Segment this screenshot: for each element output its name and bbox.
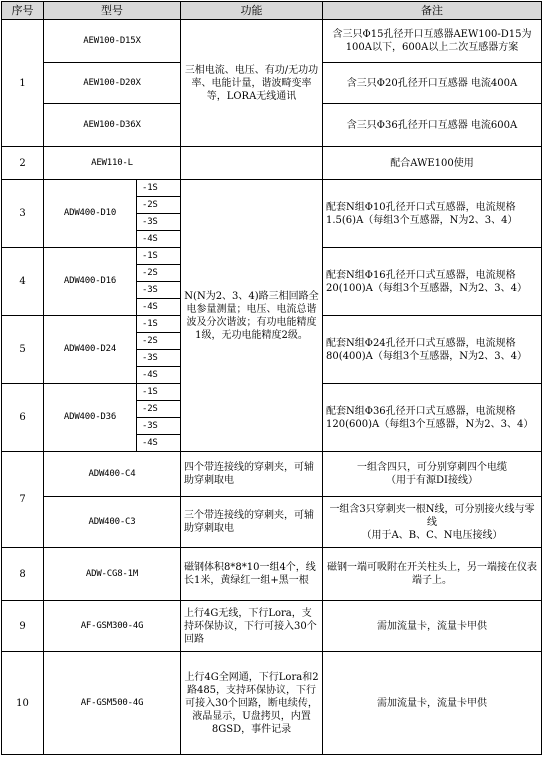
sub-model: -3S [137, 214, 181, 231]
sub-model: -2S [137, 333, 181, 350]
function-cell [181, 147, 323, 180]
sub-model: -1S [137, 316, 181, 333]
model-cell: ADW400-D16 [44, 248, 137, 316]
sub-model: -3S [137, 282, 181, 299]
sub-model: -3S [137, 350, 181, 367]
function-cell: 上行4G全网通，下行Lora和2路485，支持环保协议，下行可接入30个回路，断电续传，液晶显示，U盘拷贝，内置8GSD，事件记录 [181, 652, 323, 755]
note-cell: 配合AWE100使用 [323, 147, 542, 180]
function-cell: 磁钢体积8*8*10一组4个，线长1米，黄绿红一组+黑一根 [181, 548, 323, 601]
product-table [1, 1, 542, 755]
note-cell: 需加流量卡，流量卡甲供 [323, 652, 542, 755]
note-line: 一组含四只，可分别穿刺四个电缆 [357, 462, 507, 473]
sub-model: -4S [137, 367, 181, 384]
table-row [2, 601, 542, 652]
note-cell: 含三只Φ36孔径开口互感器 电流600A [323, 104, 542, 147]
model-cell: AEW100-D15X [44, 20, 181, 63]
row-number: 3 [2, 180, 44, 248]
header-notes: 备注 [323, 2, 542, 20]
note-cell: 配套N组Φ24孔径开口式互感器，电流规格80(400)A（每组3个互感器，N为2、3、4） [323, 316, 542, 384]
table-row [2, 652, 542, 755]
note-line: 一组含3只穿刺夹一根N线，可分别接火线与零线 [329, 503, 535, 528]
model-cell: AEW100-D36X [44, 104, 181, 147]
function-cell: N(N为2、3、4)路三相回路全电参量测量；电压、电流总谐波及分次谐波；有功电能精度1级，无功电能精度2级。 [181, 180, 323, 452]
row-number: 6 [2, 384, 44, 452]
note-cell: 含三只Φ20孔径开口互感器 电流400A [323, 63, 542, 104]
sub-model: -2S [137, 197, 181, 214]
function-cell: 上行4G无线，下行Lora，支持环保协议，下行可接入30个回路 [181, 601, 323, 652]
sub-model: -1S [137, 248, 181, 265]
table-row [2, 452, 542, 497]
model-cell: ADW-CG8-1M [44, 548, 181, 601]
model-cell: ADW400-D10 [44, 180, 137, 248]
header-row [2, 2, 542, 20]
model-cell: AEW110-L [44, 147, 181, 180]
table-row [2, 180, 542, 197]
header-function: 功能 [181, 2, 323, 20]
sub-model: -2S [137, 401, 181, 418]
model-cell: ADW400-D24 [44, 316, 137, 384]
row-number: 9 [2, 601, 44, 652]
note-cell [323, 497, 542, 548]
row-number: 8 [2, 548, 44, 601]
function-cell: 三个带连接线的穿刺夹，可辅助穿刺取电 [181, 497, 323, 548]
row-number: 5 [2, 316, 44, 384]
note-cell [323, 452, 542, 497]
sub-model: -1S [137, 384, 181, 401]
note-cell: 配套N组Φ10孔径开口式互感器，电流规格1.5(6)A（每组3个互感器，N为2、3、4） [323, 180, 542, 248]
model-cell: ADW400-D36 [44, 384, 137, 452]
model-cell: ADW400-C3 [44, 497, 181, 548]
sub-model: -1S [137, 180, 181, 197]
note-line: （用于A、B、C、N电压接线） [361, 529, 503, 541]
model-cell: AF-GSM500-4G [44, 652, 181, 755]
note-line: （用于有源DI接线） [386, 475, 478, 486]
table-row [2, 147, 542, 180]
row-number: 10 [2, 652, 44, 755]
table-row [2, 497, 542, 548]
header-model: 型号 [44, 2, 181, 20]
sub-model: -4S [137, 231, 181, 248]
note-cell: 磁钢一端可吸附在开关柱头上，另一端接在仪表端子上。 [323, 548, 542, 601]
note-cell: 配套N组Φ16孔径开口式互感器，电流规格20(100)A（每组3个互感器，N为2、3、4） [323, 248, 542, 316]
function-cell: 三相电流、电压、有功/无功功率、电能计量，谐波畸变率等，LORA无线通讯 [181, 20, 323, 147]
table-row [2, 548, 542, 601]
row-number: 7 [2, 452, 44, 548]
row-number: 4 [2, 248, 44, 316]
sub-model: -4S [137, 299, 181, 316]
sub-model: -3S [137, 418, 181, 435]
sub-model: -4S [137, 435, 181, 452]
sub-model: -2S [137, 265, 181, 282]
model-cell: ADW400-C4 [44, 452, 181, 497]
row-number: 2 [2, 147, 44, 180]
header-no: 序号 [2, 2, 44, 20]
model-cell: AEW100-D20X [44, 63, 181, 104]
note-cell: 含三只Φ15孔径开口互感器AEW100-D15为100A以下，600A以上二次互感器方案 [323, 20, 542, 63]
note-cell: 配套N组Φ36孔径开口式互感器，电流规格120(600)A（每组3个互感器，N为2、3、4） [323, 384, 542, 452]
function-cell: 四个带连接线的穿刺夹，可辅助穿刺取电 [181, 452, 323, 497]
row-number: 1 [2, 20, 44, 147]
model-cell: AF-GSM300-4G [44, 601, 181, 652]
note-cell: 需加流量卡，流量卡甲供 [323, 601, 542, 652]
